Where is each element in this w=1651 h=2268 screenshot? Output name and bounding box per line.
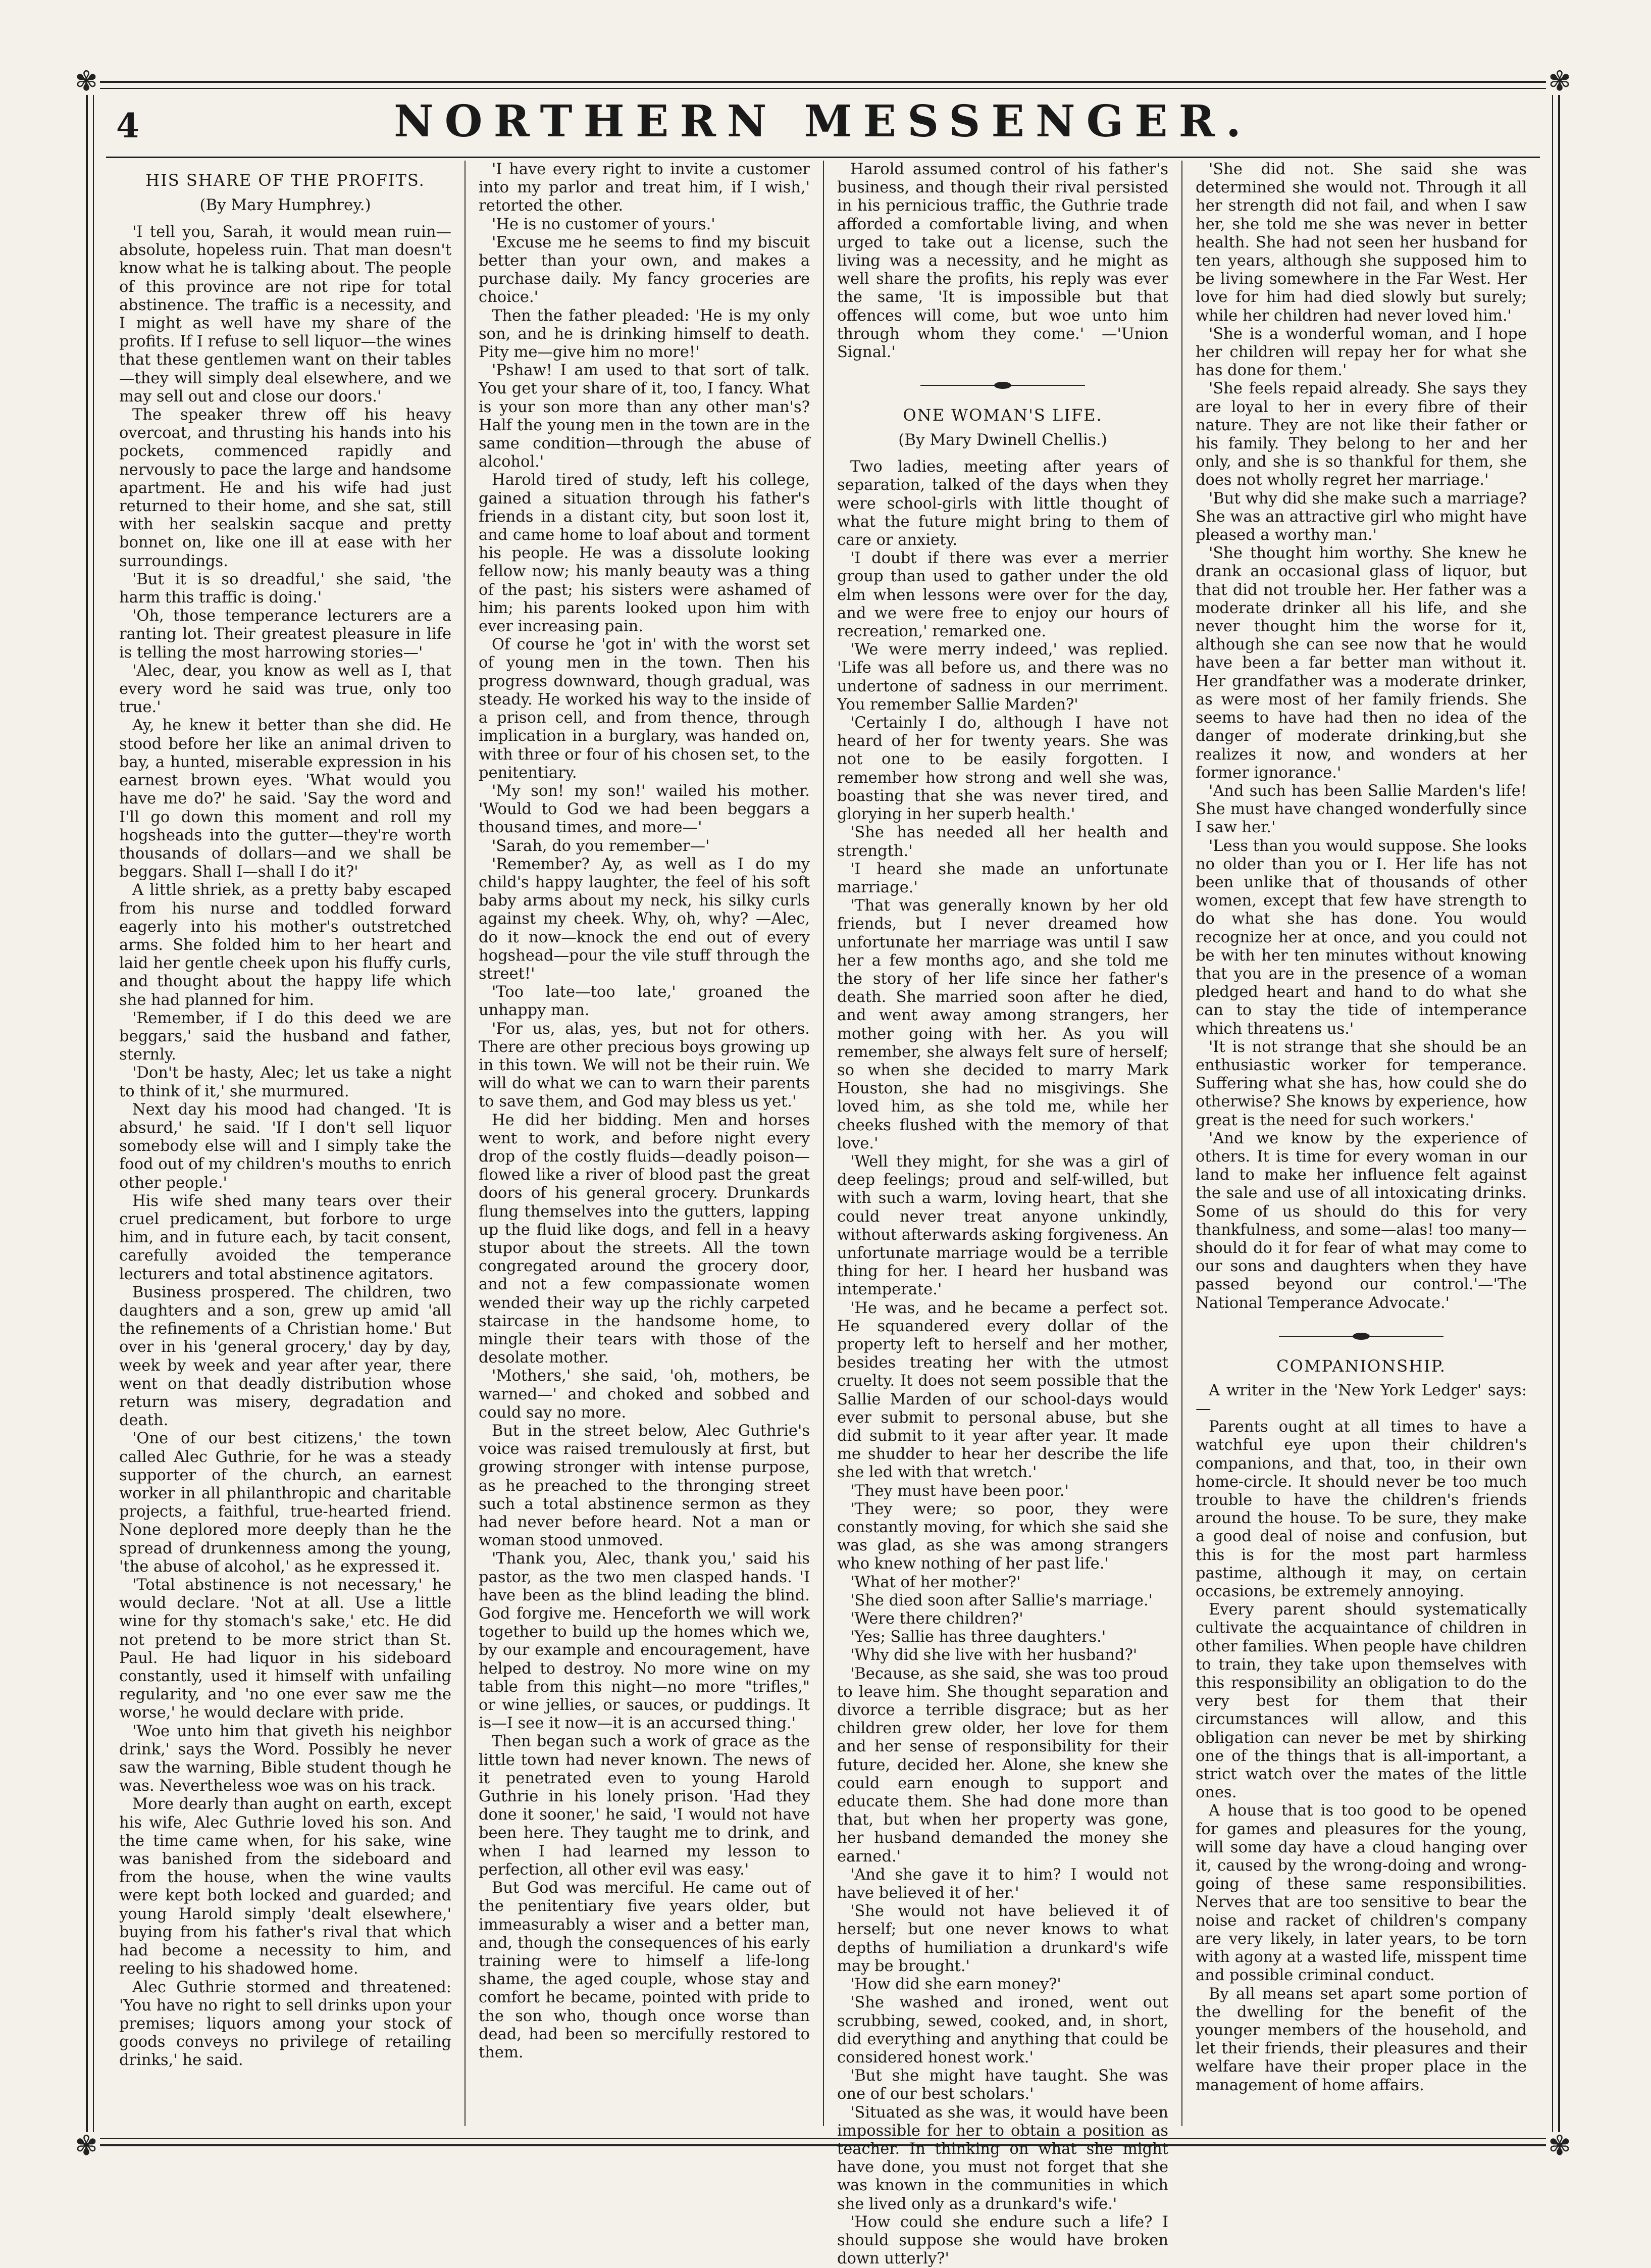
paragraph: 'Woe unto him that giveth his neighbor drink,' says the Word. Possibly he never saw the warning, Bible student though he was. Nevertheless woe was on his track. (119, 1722, 451, 1795)
column-4 (1181, 161, 1540, 2126)
paragraph: Next day his mood had changed. 'It is absurd,' he said. 'If I don't sell liquor somebody else will and I simply take the food out of my children's mouths to enrich other people.' (119, 1100, 451, 1192)
paragraph: 'Pshaw! I am used to that sort of talk. You get your share of it, too, I fancy. What is your son more than any other man's? Half the young men in the town are in the same condition—through the abuse of alcohol.' (479, 362, 810, 471)
paragraph: 'They were; so poor, they were constantly moving, for which she said she was glad, as she was among strangers who knew nothing of her past life.' (837, 1500, 1168, 1573)
paragraph: 'That was generally known by her old friends, but I never dreamed how unfortunate her marriage was until I saw her a few months ago, and she told me the story of her life since her father's death. She married soon after he died, and went away among strangers, her mother going with her. As you will remember, she always felt sure of herself; so when she decided to marry Mark Houston, she had no misgivings. She loved him, as she told me, while her cheeks flushed with the memory of that love.' (837, 897, 1168, 1152)
columns (106, 161, 1540, 2268)
paragraph: 'How did she earn money?' (850, 1976, 1061, 1994)
paragraph: 'Thank you, Alec, thank you,' said his pastor, as the two men clasped hands. 'I have been as the blind leading the blind. God forgive me. Henceforth we will work together to build up the homes which we, by our example and encouragement, have helped to destroy. No more wine on my table from this night—no more "trifles," or wine jellies, or sauces, or puddings. It is—I see it now—it is an accursed thing.' (479, 1550, 810, 1733)
article-byline: (By Mary Dwinell Chellis.) (898, 431, 1107, 449)
paragraph: His wife shed many tears over their cruel predicament, but forbore to urge him, and in future each, by tacit consent, carefully avoided the temperance lecturers and total abstinence agitators. (119, 1192, 451, 1283)
paragraph: Then the father pleaded: 'He is my only son, and he is drinking himself to death. Pity me—give him no more!' (479, 307, 810, 362)
article-title: HIS SHARE OF THE PROFITS. (145, 171, 425, 190)
paragraph: 'I heard she made an unfortunate marriage.' (837, 860, 1168, 896)
paragraph: But God was merciful. He came out of the penitentiary five years older, but immeasurably a wiser and a better man, and, though the consequences of his early training were to himself a life-long shame, the aged couple, whose stay and comfort he became, pointed with pride to the son who, though once worse than dead, had been so mercifully restored to them. (479, 1879, 810, 2061)
paragraph: 'I have every right to invite a customer into my parlor and treat him, if I wish,' retorted the other. (479, 161, 810, 215)
paragraph: 'But it is so dreadful,' she said, 'the harm this traffic is doing.' (119, 570, 451, 607)
paragraph: 'And she gave it to him? I would not have believed it of her.' (837, 1866, 1168, 1902)
paragraph: 'One of our best citizens,' the town called Alec Guthrie, for he was a steady supporter of the church, an earnest worker in all philanthropic and charitable projects, a faithful, true-hearted friend. None deplored more deeply than he the spread of drunkenness among the young, 'the abuse of alcohol,' as he expressed it. (119, 1430, 451, 1576)
paragraph: Then began such a work of grace as the little town had never known. The news of it penetrated even to young Harold Guthrie in his lonely prison. 'Had they done it sooner,' he said, 'I would not have been here. They taught me to drink, and when I had learned my lesson to perfection, all other evil was easy.' (479, 1733, 810, 1879)
paragraph: 'Why did she live with her husband?' (850, 1646, 1138, 1665)
column-2 (465, 161, 823, 2126)
paragraph: Alec Guthrie stormed and threatened: 'You have no right to sell drinks upon your premises; liquors among your stock of goods conveys no privilege of retailing drinks,' he said. (119, 1978, 451, 2070)
paragraph: 'She is a wonderful woman, and I hope her children will repay her for what she has done for them.' (1196, 325, 1527, 380)
paragraph: 'She feels repaid already. She says they are loyal to her in every fibre of their nature. They are not like their father or his family. They belong to her and her only, and she is so thankful for them, she does not wholly regret her marriage.' (1196, 380, 1527, 489)
paragraph: Parents ought at all times to have a watchful eye upon their children's companions, and that, too, in their own home-circle. It should never be too much trouble to have the children's friends around the house. To be sure, they make a good deal of noise and confusion, but this is for the most part harmless pastime, although it may, on certain occasions, be extremely annoying. (1196, 1418, 1527, 1601)
paragraph: The speaker threw off his heavy overcoat, and thrusting his hands into his pockets, commenced rapidly and nervously to pace the large and handsome apartment. He and his wife had just returned to their home, and she sat, still with her sealskin sacque and pretty bonnet on, like one ill at ease with her surroundings. (119, 406, 451, 570)
paragraph: 'Situated as she was, it would have been impossible for her to obtain a position as teacher. In thinking on what she might have done, you must not forget that she was known in the communities in which she lived only as a drunkard's wife.' (837, 2103, 1168, 2213)
paragraph: 'It is not strange that she should be an enthusiastic worker for temperance. Suffering what she has, how could she do otherwise? She knows by experience, how great is the need for such workers.' (1196, 1038, 1527, 1129)
paragraph: 'But she might have taught. She was one of our best scholars.' (837, 2067, 1168, 2103)
paragraph: 'Because, as she said, she was too proud to leave him. She thought separation and divorce a terrible disgrace; but as her children grew older, her love for them and her sense of responsibility for their future, decided her. Alone, she knew she could earn enough to support and educate them. She had done more than that, but when her property was gone, her husband demanded the money she earned.' (837, 1665, 1168, 1866)
paragraph: More dearly than aught on earth, except his wife, Alec Guthrie loved his son. And the time came when, for his sake, wine was banished from the sideboard and from the house, when the wine vaults were kept both locked and guarded; and young Harold simply 'dealt elsewhere,' buying from his father's rival that which had become a necessity to him, and reeling to his shadowed home. (119, 1795, 451, 1978)
paragraph: 'My son! my son!' wailed his mother. 'Would to God we had been beggars a thousand times, and more—' (479, 782, 810, 837)
paragraph: 'And we know by the experience of others. It is time for every woman in our land to make her influence felt against the sale and use of all intoxicating drinks. Some of us should do this for very thankfulness, and some—alas! too many—should do it for fear of what may come to our sons and daughters when they have passed beyond our control.'—'The National Temperance Advocate.' (1196, 1129, 1527, 1312)
paragraph: 'Were there children?' (850, 1610, 1023, 1628)
paragraph: 'She did not. She said she was determined she would not. Through it all her strength did not fail, and when I saw her, she told me she was never in better health. She had not seen her husband for ten years, although she supposed him to be living somewhere in the Far West. Her love for him had died slowly but surely; while her children had never loved him.' (1196, 161, 1527, 325)
corner-ornament-icon: ✾ (1546, 68, 1573, 95)
paragraph: Ay, he knew it better than she did. He stood before her like an animal driven to bay, a hunted, miserable expression in his earnest brown eyes. 'What would you have me do?' he said. 'Say the word and I'll go down this moment and roll my hogsheads into the gutter—they're worth thousands of dollars—and we shall be beggars. Shall I—shall I do it?' (119, 717, 451, 881)
article-title: COMPANIONSHIP. (1276, 1356, 1446, 1376)
paragraph: 'Total abstinence is not necessary,' he would declare. 'Not at all. Use a little wine for thy stomach's sake,' etc. He did not pretend to be more strict than St. Paul. He had liquor in his sideboard constantly, used it himself with unfailing regularity, and 'no one ever saw me the worse,' he would declare with pride. (119, 1576, 451, 1722)
paragraph: 'Excuse me he seems to find my biscuit better than your own, and makes a purchase daily. My fancy groceries are choice.' (479, 233, 810, 307)
paragraph: 'Less than you would suppose. She looks no older than you or I. Her life has not been unlike that of thousands of other women, except that few have strength to do what she has done. You would recognize her at once, and you could not be with her ten minutes without knowing that you are in the presence of a woman pledged heart and hand to do what she can to stay the tide of intemperance which threatens us.' (1196, 837, 1527, 1038)
newspaper-page (75, 65, 1571, 2268)
paragraph: 'I tell you, Sarah, it would mean ruin—absolute, hopeless ruin. That man doesn't know what he is talking about. The people of this province are not ripe for total abstinence. The traffic is a necessity, and I might as well have my share of the profits. If I refuse to sell liquor—the wines that these gentlemen want on their tables—they will simply deal elsewhere, and we may sell out and close our doors.' (119, 223, 451, 406)
paragraph: 'He was, and he became a perfect sot. He squandered every dollar of the property left to herself and her mother, besides treating her with the utmost cruelty. It does not seem possible that the Sallie Marden of our school-days would ever submit to personal abuse, but she did submit to it year after year. It made me shudder to hear her describe the life she led with that wretch.' (837, 1299, 1168, 1482)
paragraph: 'Certainly I do, although I have not heard of her for twenty years. She was not one to be easily forgotten. I remember how strong and well she was, boasting that she was never tired, and glorying in her superb health.' (837, 714, 1168, 824)
paragraph: He did her bidding. Men and horses went to work, and before night every drop of the costly fluids—deadly poison—flowed like a river of blood past the great doors of his general grocery. Drunkards flung themselves into the gutters, lapping up the fluid like dogs, and fell in a heavy stupor about the streets. All the town congregated around the grocery door, and not a few compassionate women wended their way up the richly carpeted staircase in the handsome home, to mingle their tears with those of the desolate mother. (479, 1111, 810, 1367)
paragraph: 'Well they might, for she was a girl of deep feelings; proud and self-willed, but with such a warm, loving heart, that she could never treat anyone unkindly, without afterwards asking forgiveness. An unfortunate marriage would be a terrible thing for her. I heard her husband was intemperate.' (837, 1152, 1168, 1299)
corner-ornament-icon: ✾ (1546, 2132, 1573, 2159)
paragraph: 'He is no customer of yours.' (492, 215, 715, 233)
paragraph: Harold tired of study, left his college, gained a situation through his father's friends in a distant city, but soon lost it, and came home to loaf about and torment his people. He was a dissolute looking fellow now; his manly beauty was a thing of the past; his sisters were ashamed of him; his parents looked upon him with ever increasing pain. (479, 471, 810, 636)
masthead-rule (106, 157, 1540, 158)
paragraph: Of course he 'got in' with the worst set of young men in the town. Then his progress downward, though gradual, was steady. He worked his way to the inside of a prison cell, and from thence, through implication in a burglary, was handed on, with three or four of his chosen set, to the penitentiary. (479, 636, 810, 782)
paragraph: 'Oh, those temperance lecturers are a ranting lot. Their greatest pleasure in life is telling the most harrowing stories—' (119, 607, 451, 662)
paragraph: 'How could she endure such a life? I should suppose she would have broken down utterly?' (837, 2213, 1168, 2268)
paragraph: Two ladies, meeting after years of separation, talked of the days when they were school-girls with little thought of what the future might bring to them of care or anxiety. (837, 458, 1168, 549)
paragraph: By all means set apart some portion of the dwelling for the benefit of the younger members of the household, and let their friends, their pleasures and their welfare have their proper place in the management of home affairs. (1196, 1985, 1527, 2094)
paragraph: 'What of her mother?' (850, 1573, 1021, 1591)
paragraph: 'Mothers,' she said, 'oh, mothers, be warned—' and choked and sobbed and could say no more. (479, 1367, 810, 1422)
section-separator (1196, 1330, 1527, 1342)
paragraph: 'She has needed all her health and strength.' (837, 824, 1168, 860)
paragraph: 'Remember, if I do this deed we are beggars,' said the husband and father, sternly. (119, 1009, 451, 1064)
paragraph: A little shriek, as a pretty baby escaped from his nurse and toddled forward eagerly into his mother's outstretched arms. She folded him to her heart and laid her gentle cheek upon his fluffy curls, and thought about the happy life which she had planned for him. (119, 881, 451, 1009)
paragraph: 'Sarah, do you remember—' (492, 837, 710, 855)
article-title: ONE WOMAN'S LIFE. (903, 406, 1103, 425)
paragraph: 'She would not have believed it of herself; but one never knows to what depths of humiliation a drunkard's wife may be brought.' (837, 1902, 1168, 1975)
paragraph: 'She died soon after Sallie's marriage.' (850, 1591, 1153, 1609)
newspaper-title: NORTHERN MESSENGER. (394, 96, 1252, 147)
paragraph: 'Don't be hasty, Alec; let us take a night to think of it,' she murmured. (119, 1064, 451, 1100)
paragraph: 'They must have been poor.' (850, 1482, 1069, 1500)
paragraph: 'Yes; Sallie has three daughters.' (850, 1628, 1106, 1646)
paragraph: 'But why did she make such a marriage? She was an attractive girl who might have pleased a worthy man.' (1196, 489, 1527, 544)
paragraph: 'I doubt if there was ever a merrier group than used to gather under the old elm when lessons were over for the day, and we were free to enjoy our hours of recreation,' remarked one. (837, 549, 1168, 641)
paragraph: A house that is too good to be opened for games and pleasures for the young, will some day have a cloud hanging over it, caused by the wrong-doing and wrong-going of these same responsibilities. Nerves that are too sensitive to bear the noise and racket of children's company are very likely, in later years, to be torn with agony at a wasted life, misspent time and possible criminal conduct. (1196, 1802, 1527, 1985)
paragraph: 'Too late—too late,' groaned the unhappy man. (479, 983, 810, 1020)
paragraph: 'She washed and ironed, went out scrubbing, sewed, cooked, and, in short, did everything and anything that could be considered honest work.' (837, 1994, 1168, 2067)
paragraph: A writer in the 'New York Ledger' says:— (1196, 1381, 1527, 1418)
article-byline: (By Mary Humphrey.) (199, 196, 371, 214)
page-number: 4 (116, 106, 139, 145)
paragraph: 'She thought him worthy. She knew he drank an occasional glass of liquor, but that did not trouble her. Her father was a moderate drinker all his life, and she never thought him the worse for it, although she can see now that he would have been a far better man without it. Her grandfather was a moderate drinker, as were most of her family friends. She seems to have had then no idea of the danger of moderate drinking,but she realizes it now, and wonders at her former ignorance.' (1196, 544, 1527, 782)
paragraph: Business prospered. The children, two daughters and a son, grew up amid 'all the refinements of a Christian home.' But over in his 'general grocery,' day by day, week by week and year after year, there went on that deadly distribution whose return was misery, degradation and death. (119, 1283, 451, 1430)
section-separator (837, 379, 1168, 391)
corner-ornament-icon: ✾ (73, 2132, 100, 2159)
paragraph: 'For us, alas, yes, but not for others. There are other precious boys growing up in this town. We will not be their ruin. We will do what we can to warn their parents to save them, and God may bless us yet.' (479, 1020, 810, 1111)
paragraph: Every parent should systematically cultivate the acquaintance of children in other families. When people have children to train, they take upon themselves with this responsibility an obligation to do the very best for them that their circumstances will allow, and this obligation can never be met by shirking one of the things that is all-important, a strict watch over the mates of the little ones. (1196, 1601, 1527, 1802)
column-1 (106, 161, 465, 2126)
corner-ornament-icon: ✾ (73, 68, 100, 95)
paragraph: 'Remember? Ay, as well as I do my child's happy laughter, the feel of his soft baby arms about my neck, his silky curls against my cheek. Why, oh, why? —Alec, do it now—knock the end out of every hogshead—pour the vile stuff through the street!' (479, 855, 810, 983)
masthead (106, 91, 1540, 157)
paragraph: Harold assumed control of his father's business, and though their rival persisted in his pernicious traffic, the Guthrie trade afforded a comfortable living, and when urged to take out a license, such the living was a necessity, and he might as well share the profits, his reply was ever the same, 'It is impossible but that offences will come, but woe unto him through whom they come.' —'Union Signal.' (837, 161, 1168, 362)
paragraph: But in the street below, Alec Guthrie's voice was raised tremulously at first, but growing stronger with intense purpose, as he preached to the thronging street such a total abstinence sermon as they had never before heard. Not a man or woman stood unmoved. (479, 1422, 810, 1550)
column-3 (823, 161, 1181, 2268)
paragraph: 'We were merry indeed,' was replied. 'Life was all before us, and there was no undertone of sadness in our merriment. You remember Sallie Marden?' (837, 641, 1168, 714)
paragraph: 'Alec, dear, you know as well as I, that every word he said was true, only too true.' (119, 662, 451, 717)
paragraph: 'And such has been Sallie Marden's life! She must have changed wonderfully since I saw her.' (1196, 782, 1527, 837)
